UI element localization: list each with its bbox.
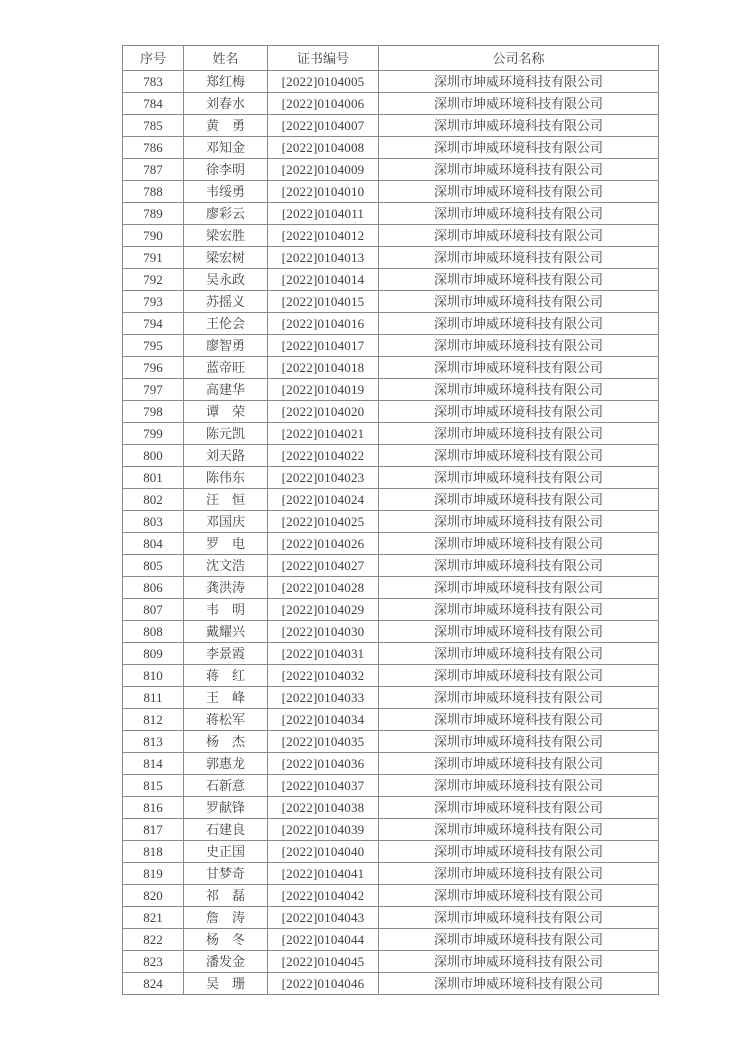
cert-cell: [2022]0104019 (268, 379, 379, 401)
serial-cell: 791 (123, 247, 184, 269)
cert-cell: [2022]0104040 (268, 841, 379, 863)
cert-cell: [2022]0104011 (268, 203, 379, 225)
table-row (123, 269, 659, 291)
company-cell: 深圳市坤威环境科技有限公司 (379, 137, 659, 159)
table-row (123, 819, 659, 841)
company-cell: 深圳市坤威环境科技有限公司 (379, 203, 659, 225)
company-cell: 深圳市坤威环境科技有限公司 (379, 313, 659, 335)
company-cell: 深圳市坤威环境科技有限公司 (379, 665, 659, 687)
serial-cell: 793 (123, 291, 184, 313)
table-row (123, 951, 659, 973)
serial-cell: 797 (123, 379, 184, 401)
company-cell: 深圳市坤威环境科技有限公司 (379, 401, 659, 423)
table-row (123, 577, 659, 599)
company-cell: 深圳市坤威环境科技有限公司 (379, 247, 659, 269)
serial-cell: 796 (123, 357, 184, 379)
serial-cell: 792 (123, 269, 184, 291)
name-cell: 吴永政 (184, 269, 268, 291)
cert-cell: [2022]0104043 (268, 907, 379, 929)
cert-cell: [2022]0104044 (268, 929, 379, 951)
table-row (123, 379, 659, 401)
table-row (123, 445, 659, 467)
serial-cell: 810 (123, 665, 184, 687)
table-row (123, 665, 659, 687)
serial-cell: 806 (123, 577, 184, 599)
cert-cell: [2022]0104046 (268, 973, 379, 995)
company-cell: 深圳市坤威环境科技有限公司 (379, 731, 659, 753)
name-cell: 李景霞 (184, 643, 268, 665)
table-row (123, 335, 659, 357)
table-row (123, 423, 659, 445)
serial-cell: 824 (123, 973, 184, 995)
name-cell: 汪 恒 (184, 489, 268, 511)
company-cell: 深圳市坤威环境科技有限公司 (379, 225, 659, 247)
company-cell: 深圳市坤威环境科技有限公司 (379, 511, 659, 533)
cert-cell: [2022]0104008 (268, 137, 379, 159)
serial-cell: 795 (123, 335, 184, 357)
serial-cell: 803 (123, 511, 184, 533)
company-cell: 深圳市坤威环境科技有限公司 (379, 467, 659, 489)
header-cert: 证书编号 (268, 46, 379, 71)
table-row (123, 599, 659, 621)
cert-cell: [2022]0104038 (268, 797, 379, 819)
company-cell: 深圳市坤威环境科技有限公司 (379, 951, 659, 973)
company-cell: 深圳市坤威环境科技有限公司 (379, 291, 659, 313)
name-cell: 潘发金 (184, 951, 268, 973)
table-row (123, 687, 659, 709)
cert-cell: [2022]0104026 (268, 533, 379, 555)
serial-cell: 807 (123, 599, 184, 621)
serial-cell: 801 (123, 467, 184, 489)
table-row (123, 907, 659, 929)
name-cell: 石新意 (184, 775, 268, 797)
serial-cell: 794 (123, 313, 184, 335)
table-header (123, 46, 659, 71)
header-row (123, 46, 659, 71)
serial-cell: 819 (123, 863, 184, 885)
table-row (123, 863, 659, 885)
cert-cell: [2022]0104033 (268, 687, 379, 709)
serial-cell: 789 (123, 203, 184, 225)
cert-cell: [2022]0104030 (268, 621, 379, 643)
name-cell: 甘梦奇 (184, 863, 268, 885)
cert-cell: [2022]0104034 (268, 709, 379, 731)
table-row (123, 885, 659, 907)
table-row (123, 621, 659, 643)
name-cell: 杨 冬 (184, 929, 268, 951)
company-cell: 深圳市坤威环境科技有限公司 (379, 159, 659, 181)
cert-cell: [2022]0104009 (268, 159, 379, 181)
name-cell: 廖智勇 (184, 335, 268, 357)
table-row (123, 973, 659, 995)
serial-cell: 814 (123, 753, 184, 775)
company-cell: 深圳市坤威环境科技有限公司 (379, 709, 659, 731)
name-cell: 史正国 (184, 841, 268, 863)
name-cell: 王 峰 (184, 687, 268, 709)
cert-cell: [2022]0104036 (268, 753, 379, 775)
certificate-roster-table (122, 45, 659, 995)
name-cell: 刘天路 (184, 445, 268, 467)
serial-cell: 802 (123, 489, 184, 511)
cert-cell: [2022]0104035 (268, 731, 379, 753)
cert-cell: [2022]0104020 (268, 401, 379, 423)
serial-cell: 784 (123, 93, 184, 115)
table-row (123, 731, 659, 753)
table-row (123, 467, 659, 489)
serial-cell: 813 (123, 731, 184, 753)
serial-cell: 790 (123, 225, 184, 247)
serial-cell: 786 (123, 137, 184, 159)
company-cell: 深圳市坤威环境科技有限公司 (379, 775, 659, 797)
table-row (123, 511, 659, 533)
table-row (123, 203, 659, 225)
table-row (123, 181, 659, 203)
name-cell: 詹 涛 (184, 907, 268, 929)
cert-cell: [2022]0104023 (268, 467, 379, 489)
company-cell: 深圳市坤威环境科技有限公司 (379, 929, 659, 951)
header-serial: 序号 (123, 46, 184, 71)
cert-cell: [2022]0104014 (268, 269, 379, 291)
cert-cell: [2022]0104021 (268, 423, 379, 445)
company-cell: 深圳市坤威环境科技有限公司 (379, 885, 659, 907)
serial-cell: 785 (123, 115, 184, 137)
name-cell: 邓国庆 (184, 511, 268, 533)
company-cell: 深圳市坤威环境科技有限公司 (379, 533, 659, 555)
cert-cell: [2022]0104013 (268, 247, 379, 269)
serial-cell: 809 (123, 643, 184, 665)
header-name: 姓名 (184, 46, 268, 71)
company-cell: 深圳市坤威环境科技有限公司 (379, 335, 659, 357)
name-cell: 高建华 (184, 379, 268, 401)
table-row (123, 709, 659, 731)
name-cell: 蒋松军 (184, 709, 268, 731)
serial-cell: 799 (123, 423, 184, 445)
table-row (123, 291, 659, 313)
name-cell: 梁宏树 (184, 247, 268, 269)
cert-cell: [2022]0104037 (268, 775, 379, 797)
cert-cell: [2022]0104027 (268, 555, 379, 577)
serial-cell: 811 (123, 687, 184, 709)
serial-cell: 812 (123, 709, 184, 731)
cert-cell: [2022]0104016 (268, 313, 379, 335)
company-cell: 深圳市坤威环境科技有限公司 (379, 445, 659, 467)
company-cell: 深圳市坤威环境科技有限公司 (379, 423, 659, 445)
company-cell: 深圳市坤威环境科技有限公司 (379, 643, 659, 665)
name-cell: 邓知金 (184, 137, 268, 159)
table-row (123, 643, 659, 665)
serial-cell: 800 (123, 445, 184, 467)
serial-cell: 816 (123, 797, 184, 819)
serial-cell: 822 (123, 929, 184, 951)
name-cell: 罗 电 (184, 533, 268, 555)
serial-cell: 815 (123, 775, 184, 797)
company-cell: 深圳市坤威环境科技有限公司 (379, 841, 659, 863)
table-row (123, 929, 659, 951)
company-cell: 深圳市坤威环境科技有限公司 (379, 907, 659, 929)
cert-cell: [2022]0104022 (268, 445, 379, 467)
serial-cell: 818 (123, 841, 184, 863)
table-row (123, 247, 659, 269)
name-cell: 吴 珊 (184, 973, 268, 995)
table-row (123, 775, 659, 797)
serial-cell: 787 (123, 159, 184, 181)
serial-cell: 821 (123, 907, 184, 929)
table-row (123, 159, 659, 181)
name-cell: 郭惠龙 (184, 753, 268, 775)
cert-cell: [2022]0104032 (268, 665, 379, 687)
header-company: 公司名称 (379, 46, 659, 71)
name-cell: 蒋 红 (184, 665, 268, 687)
name-cell: 戴耀兴 (184, 621, 268, 643)
table-row (123, 489, 659, 511)
table-row (123, 533, 659, 555)
name-cell: 韦 明 (184, 599, 268, 621)
serial-cell: 823 (123, 951, 184, 973)
cert-cell: [2022]0104017 (268, 335, 379, 357)
cert-cell: [2022]0104024 (268, 489, 379, 511)
table-row (123, 225, 659, 247)
company-cell: 深圳市坤威环境科技有限公司 (379, 687, 659, 709)
table-row (123, 555, 659, 577)
cert-cell: [2022]0104012 (268, 225, 379, 247)
table-row (123, 137, 659, 159)
cert-cell: [2022]0104029 (268, 599, 379, 621)
name-cell: 郑红梅 (184, 71, 268, 93)
name-cell: 陈元凯 (184, 423, 268, 445)
cert-cell: [2022]0104018 (268, 357, 379, 379)
company-cell: 深圳市坤威环境科技有限公司 (379, 621, 659, 643)
company-cell: 深圳市坤威环境科技有限公司 (379, 115, 659, 137)
serial-cell: 783 (123, 71, 184, 93)
company-cell: 深圳市坤威环境科技有限公司 (379, 489, 659, 511)
name-cell: 谭 荣 (184, 401, 268, 423)
serial-cell: 804 (123, 533, 184, 555)
table-row (123, 357, 659, 379)
name-cell: 杨 杰 (184, 731, 268, 753)
name-cell: 廖彩云 (184, 203, 268, 225)
cert-cell: [2022]0104025 (268, 511, 379, 533)
cert-cell: [2022]0104039 (268, 819, 379, 841)
serial-cell: 808 (123, 621, 184, 643)
cert-cell: [2022]0104010 (268, 181, 379, 203)
name-cell: 苏摇义 (184, 291, 268, 313)
company-cell: 深圳市坤威环境科技有限公司 (379, 379, 659, 401)
serial-cell: 798 (123, 401, 184, 423)
company-cell: 深圳市坤威环境科技有限公司 (379, 863, 659, 885)
company-cell: 深圳市坤威环境科技有限公司 (379, 577, 659, 599)
table-row (123, 93, 659, 115)
cert-cell: [2022]0104041 (268, 863, 379, 885)
name-cell: 祁 磊 (184, 885, 268, 907)
cert-cell: [2022]0104042 (268, 885, 379, 907)
cert-cell: [2022]0104005 (268, 71, 379, 93)
name-cell: 徐李明 (184, 159, 268, 181)
table-row (123, 841, 659, 863)
name-cell: 陈伟东 (184, 467, 268, 489)
name-cell: 蓝帝旺 (184, 357, 268, 379)
company-cell: 深圳市坤威环境科技有限公司 (379, 181, 659, 203)
cert-cell: [2022]0104031 (268, 643, 379, 665)
name-cell: 石建良 (184, 819, 268, 841)
name-cell: 梁宏胜 (184, 225, 268, 247)
serial-cell: 788 (123, 181, 184, 203)
company-cell: 深圳市坤威环境科技有限公司 (379, 753, 659, 775)
table-row (123, 797, 659, 819)
name-cell: 黄 勇 (184, 115, 268, 137)
company-cell: 深圳市坤威环境科技有限公司 (379, 797, 659, 819)
serial-cell: 817 (123, 819, 184, 841)
serial-cell: 805 (123, 555, 184, 577)
company-cell: 深圳市坤威环境科技有限公司 (379, 269, 659, 291)
name-cell: 沈文浩 (184, 555, 268, 577)
table-row (123, 71, 659, 93)
name-cell: 王伦会 (184, 313, 268, 335)
table-body (123, 71, 659, 995)
cert-cell: [2022]0104015 (268, 291, 379, 313)
company-cell: 深圳市坤威环境科技有限公司 (379, 555, 659, 577)
cert-cell: [2022]0104007 (268, 115, 379, 137)
table-row (123, 753, 659, 775)
name-cell: 韦绥勇 (184, 181, 268, 203)
serial-cell: 820 (123, 885, 184, 907)
name-cell: 龚洪涛 (184, 577, 268, 599)
cert-cell: [2022]0104028 (268, 577, 379, 599)
company-cell: 深圳市坤威环境科技有限公司 (379, 819, 659, 841)
cert-cell: [2022]0104045 (268, 951, 379, 973)
company-cell: 深圳市坤威环境科技有限公司 (379, 71, 659, 93)
table-row (123, 115, 659, 137)
cert-cell: [2022]0104006 (268, 93, 379, 115)
company-cell: 深圳市坤威环境科技有限公司 (379, 599, 659, 621)
table-row (123, 313, 659, 335)
name-cell: 刘春水 (184, 93, 268, 115)
company-cell: 深圳市坤威环境科技有限公司 (379, 93, 659, 115)
company-cell: 深圳市坤威环境科技有限公司 (379, 357, 659, 379)
table-row (123, 401, 659, 423)
name-cell: 罗献锋 (184, 797, 268, 819)
company-cell: 深圳市坤威环境科技有限公司 (379, 973, 659, 995)
